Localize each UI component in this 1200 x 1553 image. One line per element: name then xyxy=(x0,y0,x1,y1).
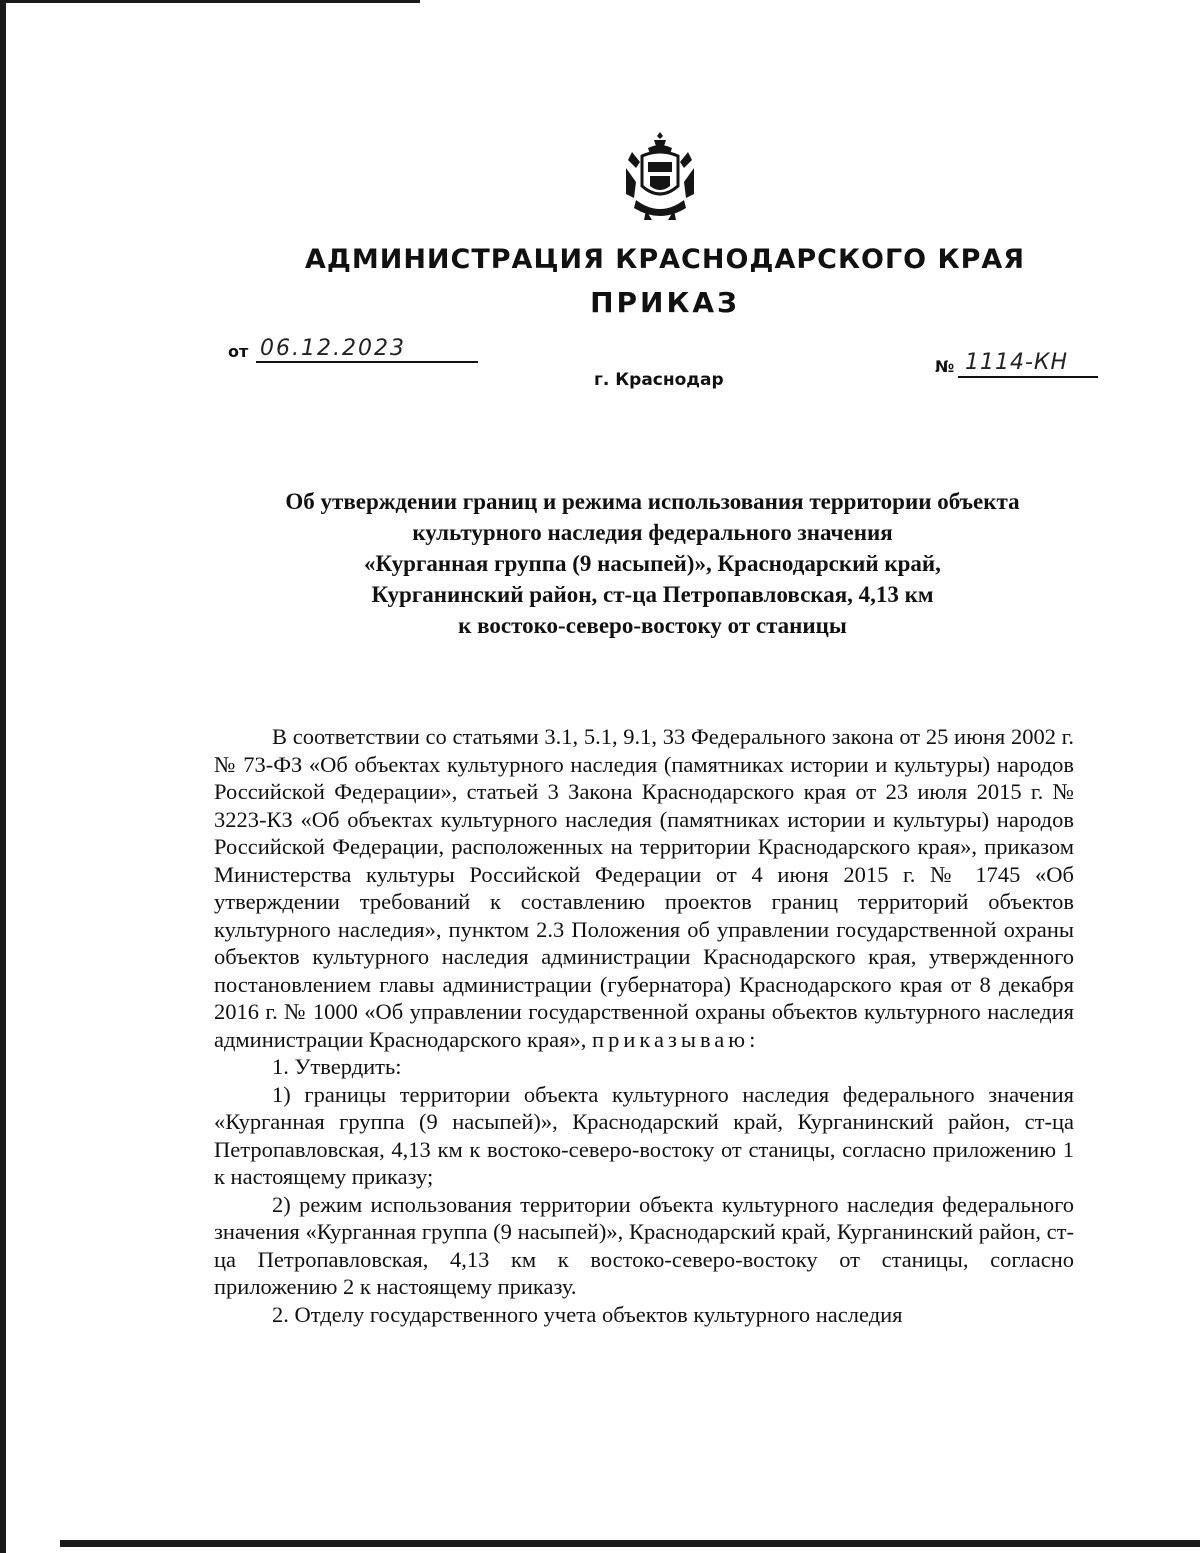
item-1-1: 1) границы территории объекта культурного наследия федерального значения «Курганная группа (9 насыпей)», Краснодарский край, Курганинский район, ст-ца Петропавловская, 4,13 км к востоко-северо-востоку от станицы, согласно приложению 1 к настоящему приказу; xyxy=(214,1081,1074,1189)
title-line: к востоко-северо-востоку от станицы xyxy=(458,613,847,638)
coat-of-arms-icon xyxy=(620,130,700,222)
title-line: Курганинский район, ст-ца Петропавловская, 4,13 км xyxy=(371,582,934,607)
scan-edge-bottom xyxy=(60,1540,1200,1547)
title-line: Об утверждении границ и режима использования территории объекта xyxy=(285,489,1020,514)
date-underline xyxy=(256,361,478,363)
document-type: ПРИКАЗ xyxy=(590,286,740,319)
item-1: 1. Утвердить: xyxy=(272,1054,402,1079)
scan-edge-top xyxy=(0,0,420,3)
document-body xyxy=(214,723,1074,1328)
date-value: 06.12.2023 xyxy=(260,336,406,361)
item-2: 2. Отделу государственного учета объектов культурного наследия xyxy=(272,1301,903,1327)
item-1-2: 2) режим использования территории объекта культурного наследия федерального значения «Курганная группа (9 насыпей)», Краснодарский край, Курганинский район, ст-ца Петропавловская, 4,13 км к востоко-северо-востоку от станицы, согласно приложению 2 к настоящему приказу. xyxy=(214,1191,1074,1299)
number-label: № xyxy=(935,357,955,376)
preamble-text: В соответствии со статьями 3.1, 5.1, 9.1, 33 Федерального закона от 25 июня 2002 г. № 73-ФЗ «Об объектах культурного наследия (памятниках истории и культуры) народов Российской Федерации», статьей 3 Закона Краснодарского края от 23 июля 2015 г. № 3223-КЗ «Об объектах культурного наследия (памятниках истории и культуры) народов Российской Федерации, расположенных на территории Краснодарского края», приказом Министерства культуры Российской Федерации от 4 июня 2015 г. № 1745 «Об утверждении требований к составлению проектов границ территорий объектов культурного наследия», пунктом 2.3 Положения об управлении государственной охраны объектов культурного наследия администрации Краснодарского края, утвержденного постановлением главы администрации (губернатора) Краснодарского края от 8 декабря 2016 г. № 1000 «Об управлении государственной охраны объектов культурного наследия администрации Краснодарского края», xyxy=(214,724,1074,1052)
date-label: от xyxy=(228,342,249,361)
city: г. Краснодар xyxy=(594,370,724,390)
scan-edge-left xyxy=(0,0,6,1553)
title-line: «Курганная группа (9 насыпей)», Краснодарский край, xyxy=(364,551,941,576)
order-word: приказываю: xyxy=(592,1026,760,1052)
number-underline xyxy=(958,376,1098,378)
title-line: культурного наследия федерального значения xyxy=(412,520,893,545)
number-value: 1114-КН xyxy=(965,350,1069,375)
document-title xyxy=(200,486,1105,641)
organization-name: АДМИНИСТРАЦИЯ КРАСНОДАРСКОГО КРАЯ xyxy=(304,244,1026,275)
preamble-paragraph xyxy=(214,723,1074,1053)
